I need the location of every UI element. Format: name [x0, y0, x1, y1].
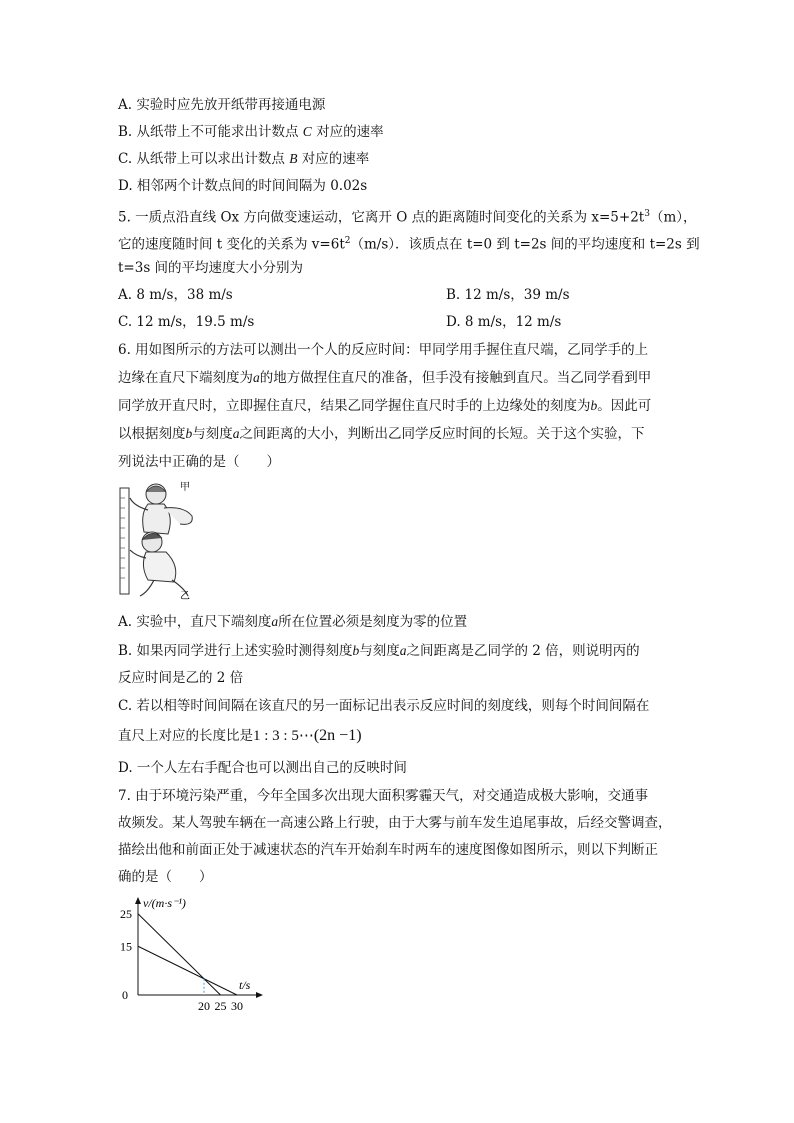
q5-option-a: A. 8 m/s，38 m/s [118, 287, 233, 303]
x-axis-label: t/s [239, 978, 251, 992]
x-tick-label-20: 20 [198, 999, 210, 1013]
q5-stem-line3: t=3s 间的平均速度大小分别为 [118, 260, 304, 276]
q7-stem-line2: 故频发。某人驾驶车辆在一高速公路上行驶，由于大雾与前车发生追尾事故，后经交警调查， [118, 815, 672, 831]
q5-stem-line1: 5. 一质点沿直线 Ox 方向做变速运动，它离开 O 点的距离随时间变化的关系为 $x=5+2t^3(m)$， [118, 209, 697, 226]
origin-label: 0 [122, 988, 128, 1002]
q6-stem-line5: 列说法中正确的是（ ） [118, 454, 280, 470]
q6-option-d: D. 一个人左右手配合也可以测出自己的反映时间 [118, 760, 407, 776]
q6-stem-line1: 6. 用如图所示的方法可以测出一个人的反应时间：甲同学用手握住直尺端，乙同学手的上 [118, 342, 649, 358]
q6-stem-line3: 同学放开直尺时，立即握住直尺，结果乙同学握住直尺时手的上边缘处的刻度为b。因此可 [118, 398, 652, 414]
q6-option-c-line1: C. 若以相等时间间隔在该直尺的另一面标记出表示反应时间的刻度线，则每个时间间隔在 [118, 698, 650, 714]
reaction-time-figure [118, 480, 210, 602]
q6-option-a: A. 实验中，直尺下端刻度a所在位置必须是刻度为零的位置 [118, 614, 468, 630]
q6-option-b-line1: B. 如果丙同学进行上述实验时测得刻度b与刻度a之间距离是乙同学的 2 倍，则说明丙的 [118, 643, 640, 659]
y-tick-label-25: 25 [120, 906, 132, 921]
q6-stem-line2: 边缘在直尺下端刻度为a的地方做捏住直尺的准备，但手没有接触到直尺。当乙同学看到甲 [118, 370, 652, 386]
q4-option-c: C. 从纸带上可以求出计数点 B 对应的速率 [118, 151, 370, 167]
y-tick-label-15: 15 [120, 939, 132, 954]
q7-stem-line3: 描绘出他和前面正处于减速状态的汽车开始刹车时两车的速度图像如图所示，则以下判断正 [118, 842, 658, 858]
q4-option-d: D. 相邻两个计数点间的时间间隔为 0.02s [118, 178, 368, 194]
q7-stem-line1: 7. 由于环境污染严重，今年全国多次出现大面积雾霾天气，对交通造成极大影响，交通事 [118, 788, 649, 804]
q5-option-d: D. 8 m/s，12 m/s [446, 314, 562, 330]
q4-option-a: A. 实验时应先放开纸带再接通电源 [118, 97, 326, 113]
q5-option-b: B. 12 m/s，39 m/s [446, 287, 570, 303]
figure-label-yi: 乙 [180, 591, 190, 602]
q6-stem-line4: 以根据刻度b与刻度a之间距离的大小，判断出乙同学反应时间的长短。关于这个实验，下 [118, 426, 645, 442]
x-tick-label-30: 30 [231, 999, 243, 1013]
series-line-1 [138, 914, 221, 995]
series-line-2 [138, 946, 237, 995]
q4-option-b: B. 从纸带上不可能求出计数点 C 对应的速率 [118, 124, 384, 140]
x-tick-label-25: 25 [214, 999, 227, 1013]
figure-label-jia: 甲 [180, 482, 190, 493]
y-axis-label: v/(m·s⁻¹) [143, 896, 186, 910]
q7-stem-line4: 确的是（ ） [118, 869, 213, 885]
q6-option-c-line2: 直尺上对应的长度比是1 : 3 : 5⋯(2n −1) [118, 727, 362, 744]
q6-option-b-line2: 反应时间是乙的 2 倍 [118, 670, 244, 686]
velocity-time-chart [110, 892, 280, 1016]
q5-option-c: C. 12 m/s，19.5 m/s [118, 314, 255, 330]
q5-stem-line2: 它的速度随时间 t 变化的关系为 $v=6t^2(m/s)$．该质点在 t=0 到 t=2s 间的平均速度和 t=2s 到 [118, 236, 700, 253]
